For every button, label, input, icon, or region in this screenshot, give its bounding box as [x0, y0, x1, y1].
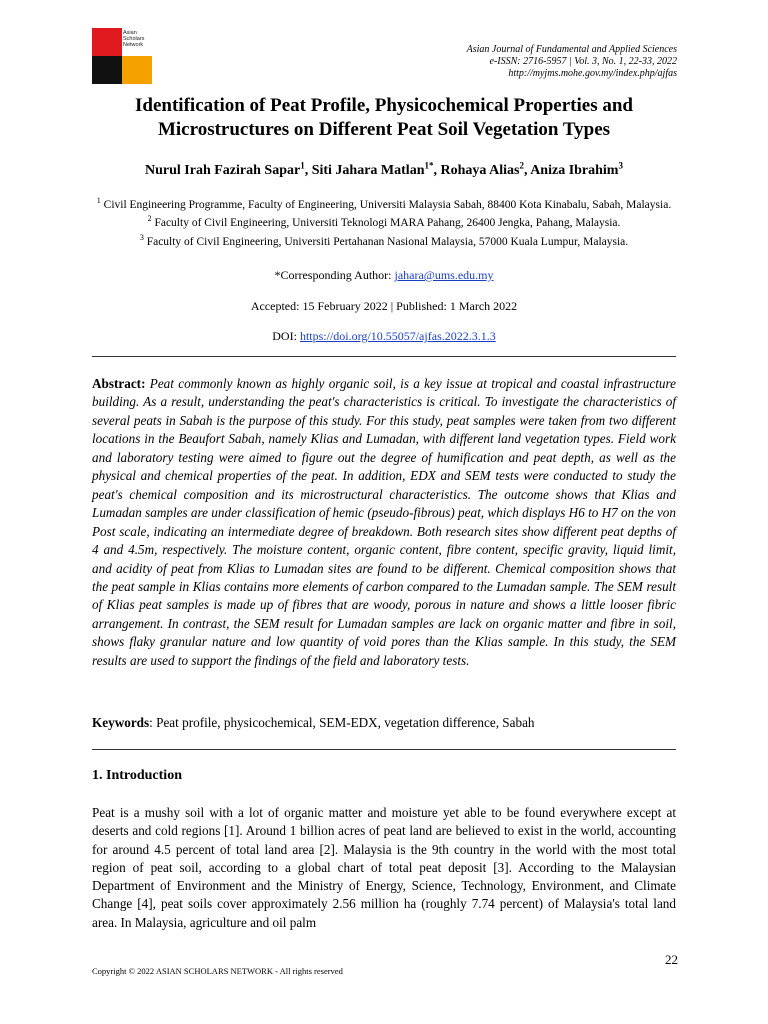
corresponding-author: *Corresponding Author: jahara@ums.edu.my	[274, 268, 494, 282]
abstract-text: Peat commonly known as highly organic soil, is a key issue at tropical and coastal infrastructure building. As a result, understanding the peat's characteristics is critical. To investigate the characteristics of several peats in Sabah is the purpose of this study. For this study, peat samples were taken from two different locations in the Beaufort Sabah, namely Klias and Lumadan, with different land vegetation types. Field work and laboratory testing were aimed to figure out the degree of humification and peat depth, as well as the physical and chemical properties of the peat. In addition, EDX and SEM tests were conducted to study the peat's chemical composition and its microstructural characteristics. The outcome shows that Klias and Lumadan samples are under classification of hemic (pseudo-fibrous) peat, which displays H6 to H7 on the von Post scale, indicating an intermediate degree of breakdown. Both research sites show different peat depths of 4 and 4.5m, respectively. The moisture content, organic content, fibre content, specific gravity, liquid limit, and acidity of peat from Klias to Lumadan sites are found to be different. Chemical composition shows that the peat sample in Klias contains more elements of carbon compared to the Lumadan sample. The SEM result of Klias peat samples is made up of fibres that are woody, porous in nature and shows a little looser fibric arrangement. In contrast, the SEM result for Lumadan samples are lack on organic matter and fibre in soil, shows flaky granular nature and low quantity of void pores than the Klias sample. In this study, the SEM results are used to support the findings of the field and laboratory tests.	[92, 376, 677, 668]
journal-header	[467, 44, 677, 80]
publication-dates: Accepted: 15 February 2022 | Published: 1 March 2022	[250, 299, 518, 313]
journal-name: Asian Journal of Fundamental and Applied Sciences	[466, 44, 677, 55]
page-number: 22	[665, 952, 678, 967]
logo-orange-square	[122, 56, 152, 84]
logo-text: Asian Scholars Network	[123, 30, 145, 48]
author: Rohaya Alias$^2$,	[440, 160, 531, 178]
divider	[92, 749, 676, 750]
author-email-link[interactable]: jahara@ums.edu.my	[394, 268, 494, 282]
abstract	[92, 375, 676, 670]
keywords-text: : Peat profile, physicochemical, SEM-EDX, vegetation difference, Sabah	[149, 715, 535, 730]
keywords	[92, 714, 676, 732]
journal-url[interactable]: http://myjms.mohe.gov.my/index.php/ajfas	[508, 68, 677, 79]
abstract-label: Abstract:	[92, 376, 146, 391]
author-list	[92, 156, 676, 180]
doi: DOI: https://doi.org/10.55057/ajfas.2022.3.1.3	[272, 329, 496, 343]
author: Siti Jahara Matlan$^{1*}$,	[311, 160, 441, 178]
affiliation: $^1$ Civil Engineering Programme, Faculty of Engineering, Universiti Malaysia Sabah, 88400 Kota Kinabalu, Sabah, Malaysia.	[96, 196, 672, 211]
paper-title: Identification of Peat Profile, Physicochemical Properties and Microstructures on Different Peat Soil Vegetation Types	[135, 95, 633, 140]
doi-link[interactable]: https://doi.org/10.55057/ajfas.2022.3.1.3	[299, 329, 496, 343]
introduction-text: Peat is a mushy soil with a lot of organic matter and moisture yet able to be found everywhere except at deserts and cold regions [1]. Around 1 billion acres of peat land are believed to exist in the world, accounting for around 4.5 percent of total land area [2]. Malaysia is the 9th country in the world with the most total region of peat soil, according to a global chart of total peat deposit [3]. According to the Malaysian Department of Environment and the Ministry of Energy, Science, Technology, Environment, and Climate Change [4], peat soils cover approximately 2.56 million ha (roughly 7.74 percent) of Malaysia's total land area. In Malaysia, agriculture and oil palm	[92, 805, 676, 930]
affiliation: $^2$ Faculty of Civil Engineering, Universiti Teknologi MARA Pahang, 26400 Jengka, Pahang, Malaysia.	[147, 214, 621, 230]
affiliation: $^3$ Faculty of Civil Engineering, Universiti Pertahanan Nasional Malaysia, 57000 Kuala Lumpur, Malaysia.	[139, 232, 629, 248]
journal-issue: e-ISSN: 2716-5957 | Vol. 3, No. 1, 22-33, 2022	[489, 56, 677, 67]
logo-black-square	[92, 56, 122, 84]
copyright-notice: Copyright © 2022 ASIAN SCHOLARS NETWORK - All rights reserved	[92, 966, 343, 976]
asian-scholars-network-logo	[92, 28, 152, 84]
affiliations	[92, 194, 676, 249]
logo-red-square	[92, 28, 122, 56]
author: Nurul Irah Fazirah Sapar$^1$,	[145, 160, 312, 178]
author: Aniza Ibrahim$^3$	[530, 160, 623, 178]
keywords-label: Keywords	[92, 715, 150, 730]
section-heading: 1. Introduction	[92, 768, 182, 783]
divider	[92, 356, 676, 357]
